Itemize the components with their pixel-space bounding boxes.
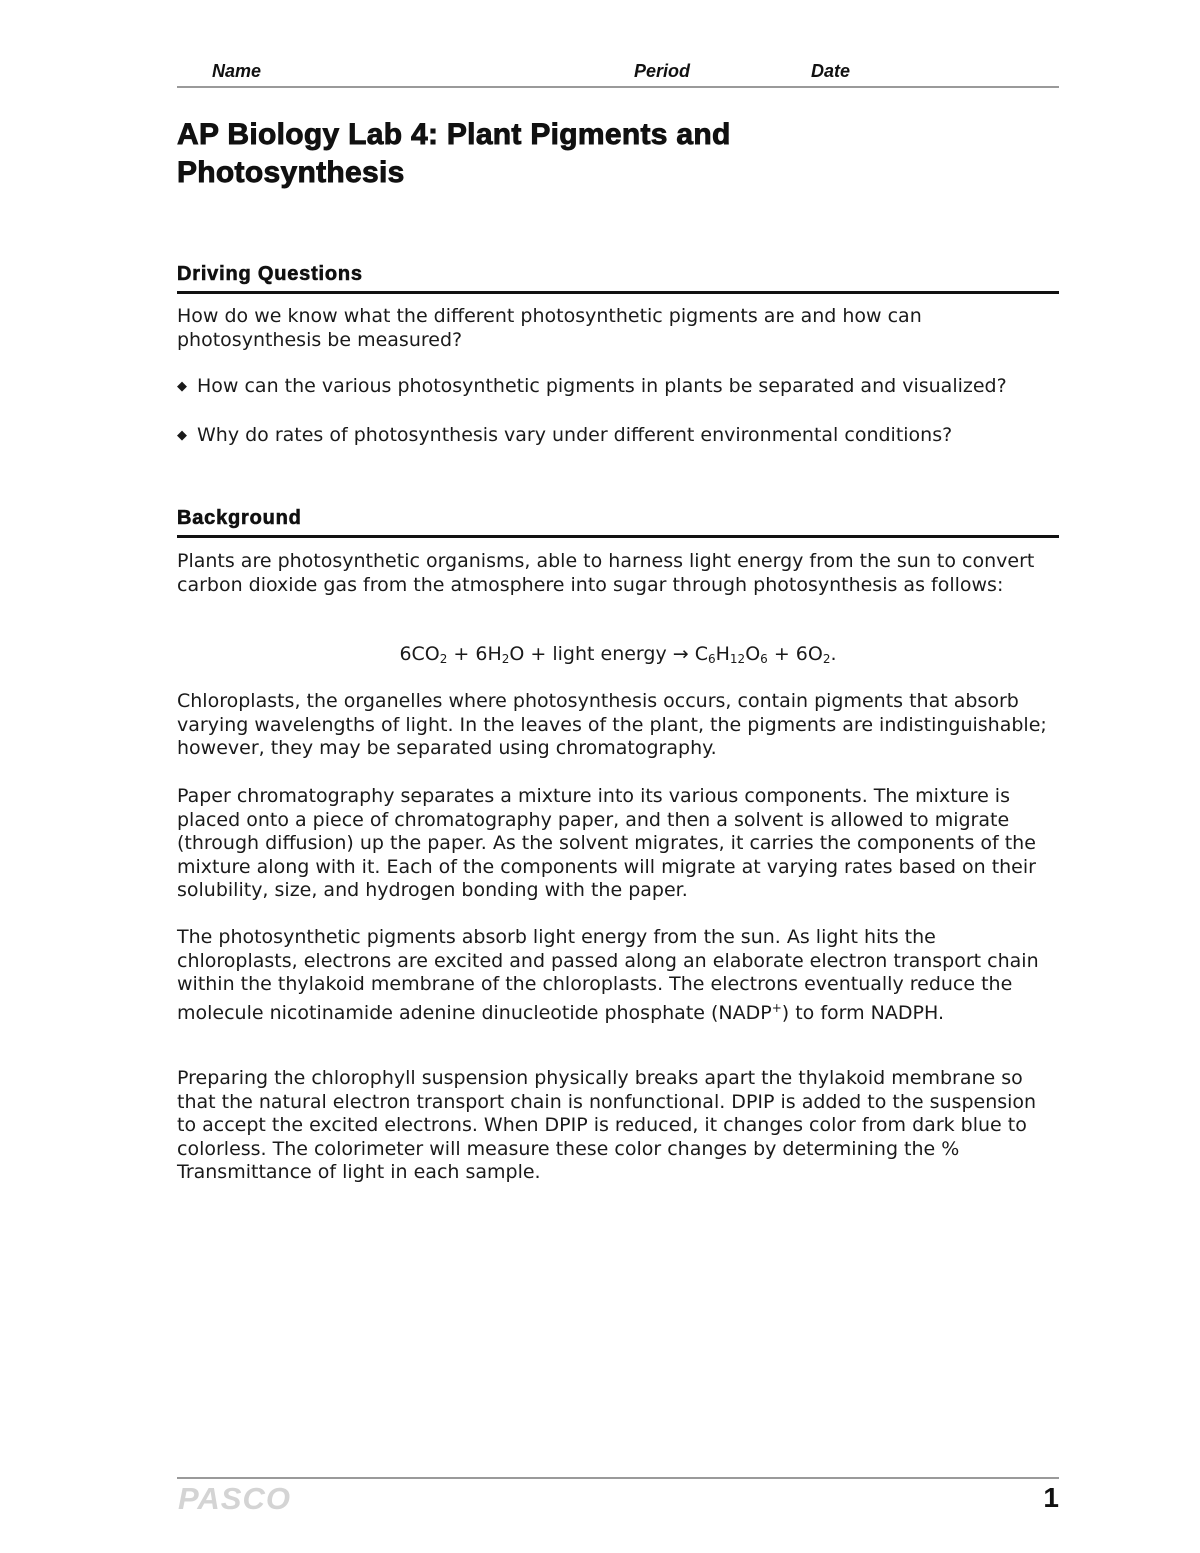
title-line-1: AP Biology Lab 4: Plant Pigments and — [177, 118, 731, 151]
diamond-bullet-icon: ◆ — [177, 379, 187, 394]
diamond-bullet-icon: ◆ — [177, 428, 187, 443]
bullet-text: How can the various photosynthetic pigments in plants be separated and visualized? — [197, 375, 1007, 397]
background-heading: Background — [177, 505, 1059, 538]
name-label: Name — [212, 61, 262, 81]
page-number: 1 — [1043, 1482, 1059, 1513]
photosynthesis-equation: $6CO_2 + 6H_2O$ + light energy → $C_6H_{12}O_6 + 6O_2$. — [399, 643, 837, 666]
pasco-logo: PASCO — [178, 1481, 291, 1516]
background-paragraph-1: Plants are photosynthetic organisms, able to harness light energy from the sun to convert carbon dioxide gas from the atmosphere into sugar through photosynthesis as follows: — [177, 550, 1035, 596]
driving-questions-heading: Driving Questions — [177, 261, 1059, 294]
student-info-header — [177, 58, 1059, 88]
footer-divider — [177, 1477, 1059, 1479]
list-item — [177, 375, 1059, 399]
page-title — [177, 116, 897, 192]
background-paragraph-3: Paper chromatography separates a mixture into its various components. The mixture is placed onto a piece of chromatography paper, and then a solvent is allowed to migrate (through diffusion) up the paper. As the solvent migrates, it carries the components of the mixture along with it. Each of the components will migrate at varying rates based on their solubility, size, and hydrogen bonding with the paper. — [177, 785, 1036, 901]
bullet-text: Why do rates of photosynthesis vary under different environmental conditions? — [197, 424, 953, 446]
background-paragraph-5: Preparing the chlorophyll suspension physically breaks apart the thylakoid membrane so that the natural electron transport chain is nonfunctional. DPIP is added to the suspension to accept the excited electrons. When DPIP is reduced, it changes color from dark blue to colorless. The colorimeter will measure these color changes by determining the % Transmittance of light in each sample. — [177, 1067, 1037, 1183]
date-label: Date — [811, 61, 851, 81]
background-paragraph-2: Chloroplasts, the organelles where photosynthesis occurs, contain pigments that absorb varying wavelengths of light. In the leaves of the plant, the pigments are indistinguishable; however, they may be separated using chromatography. — [177, 690, 1047, 759]
background-paragraph-4: The photosynthetic pigments absorb light energy from the sun. As light hits the chloroplasts, electrons are excited and passed along an elaborate electron transport chain within the thylakoid membrane of the chloroplasts. The electrons eventually reduce the molecule nicotinamide adenine dinucleotide phosphate (NADP+) to form NADPH. — [177, 926, 1039, 1024]
driving-questions-intro: How do we know what the different photosynthetic pigments are and how can photosynthesis be measured? — [177, 305, 922, 351]
list-item — [177, 424, 1059, 448]
period-label: Period — [634, 61, 691, 81]
title-line-2: Photosynthesis — [177, 156, 405, 189]
